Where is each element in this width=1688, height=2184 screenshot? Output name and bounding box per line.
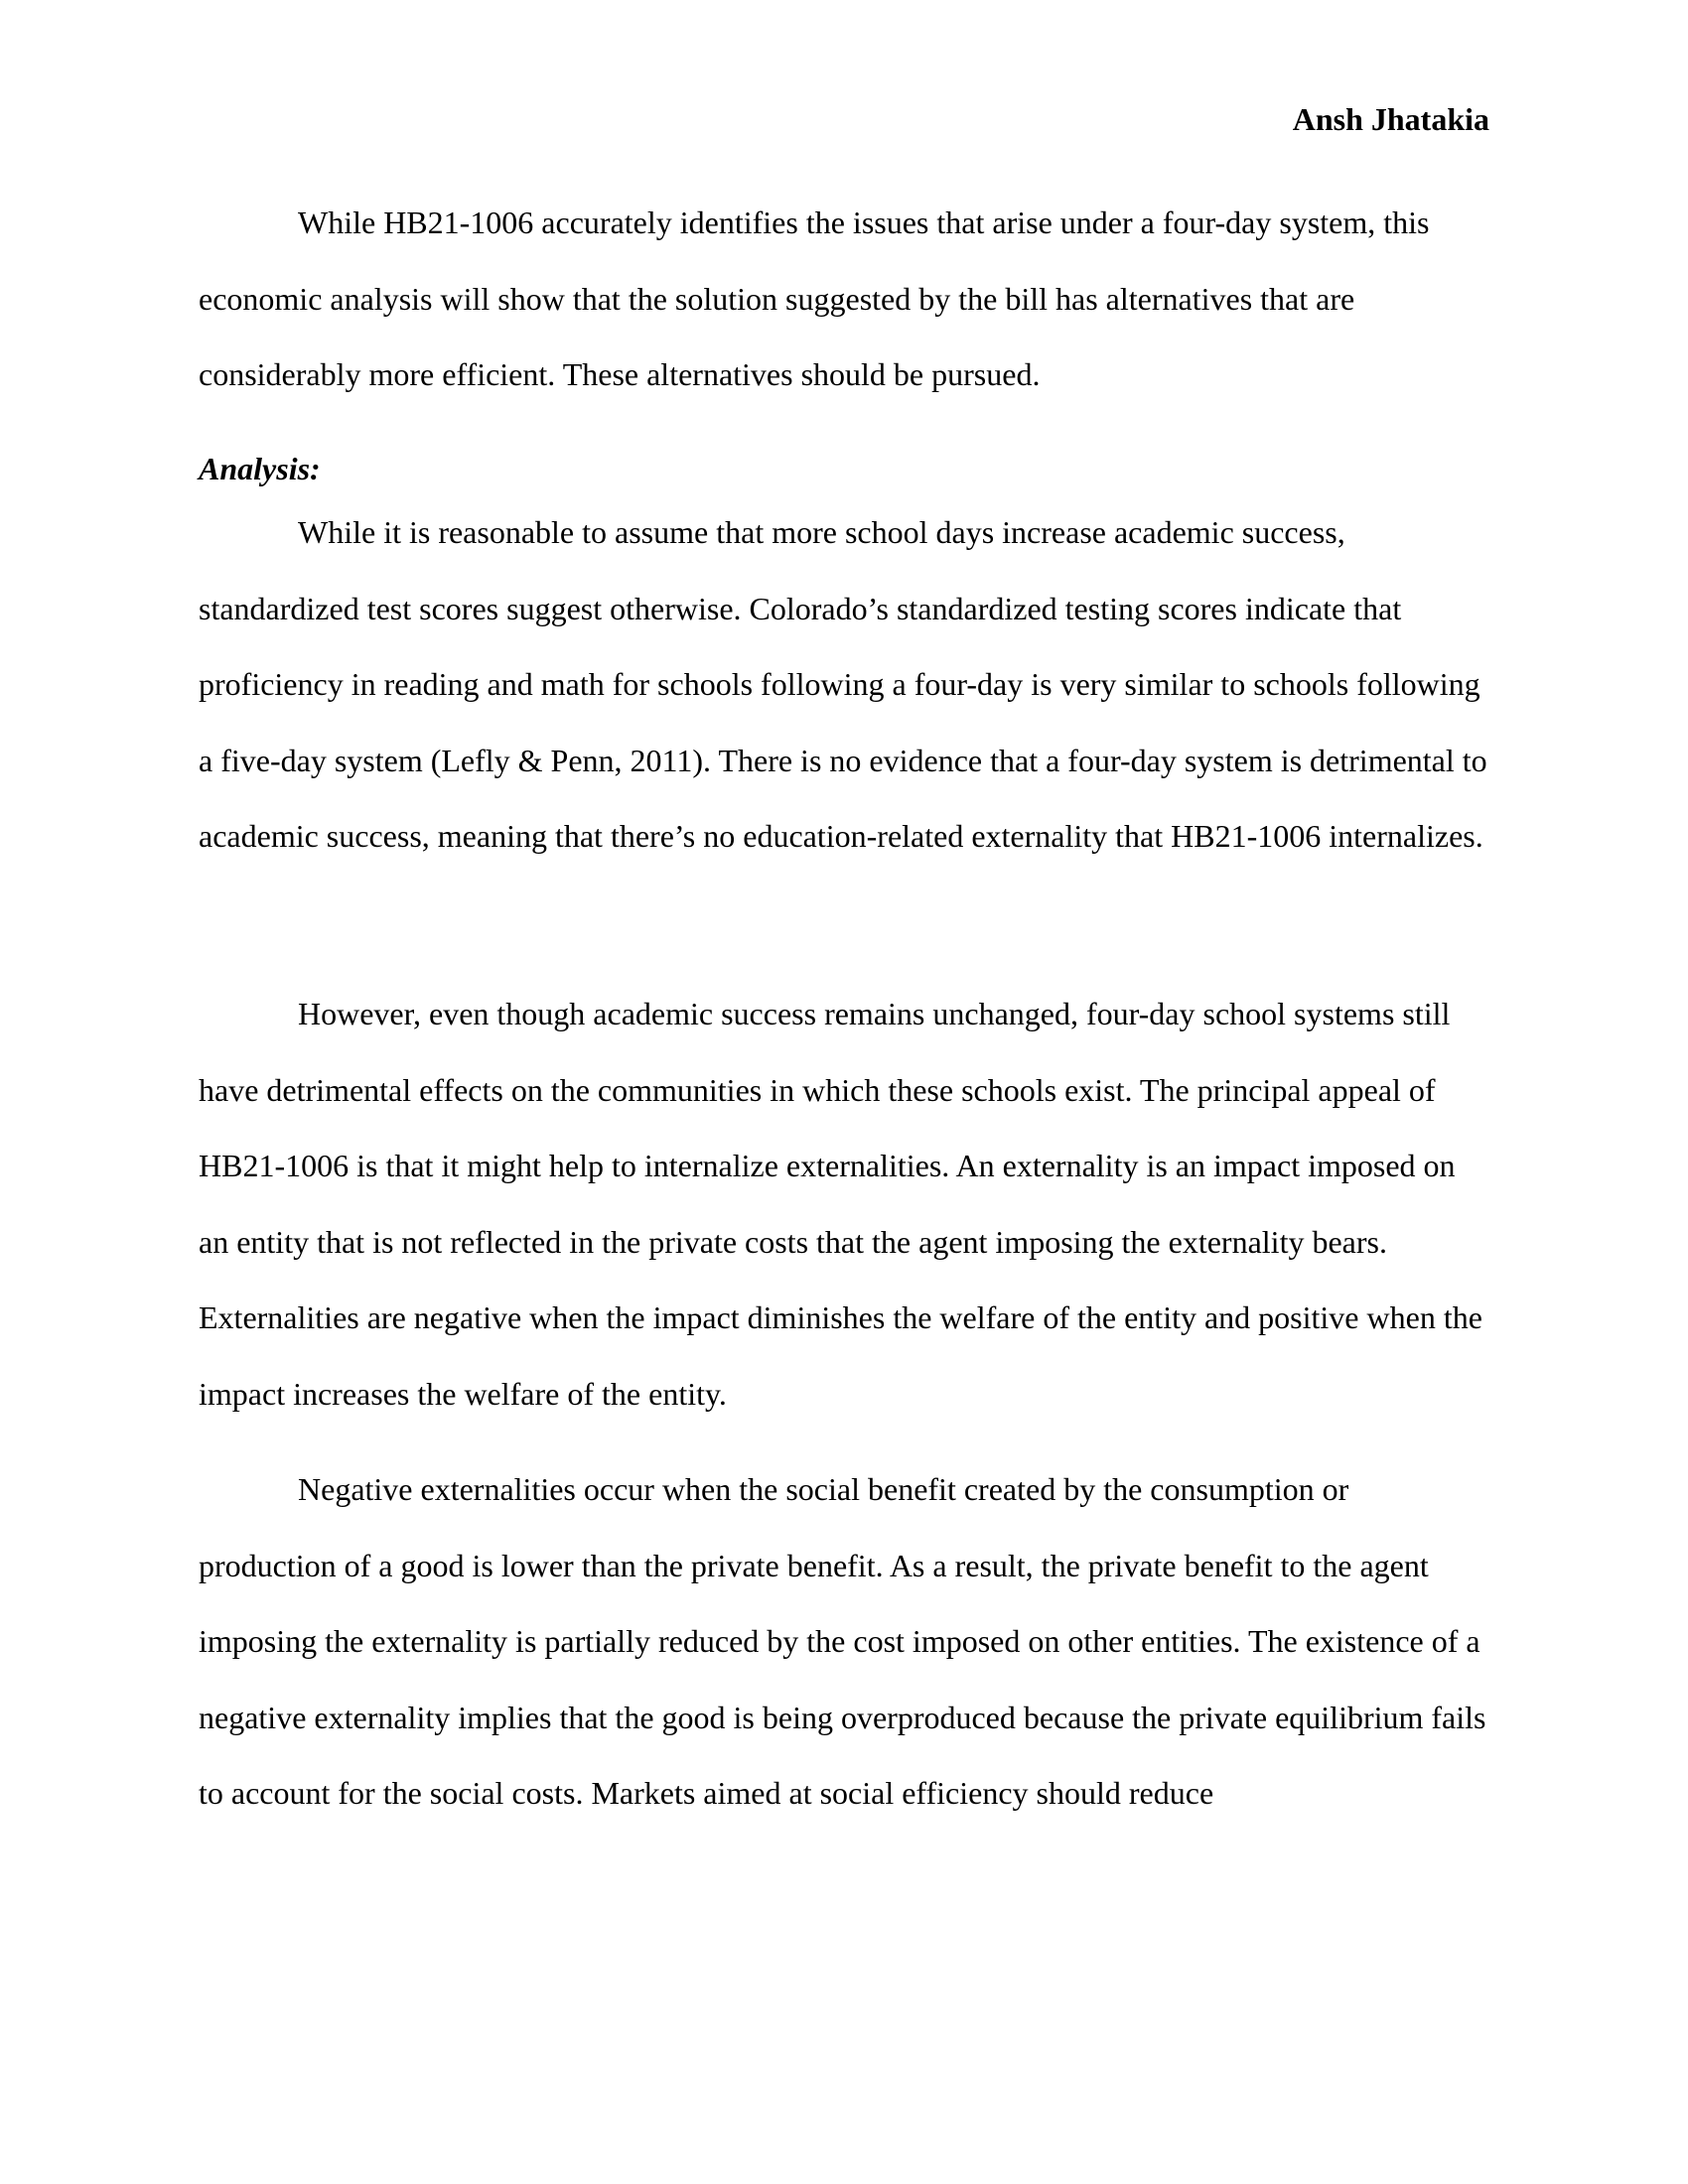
analysis-paragraph-1: While it is reasonable to assume that more school days increase academic success, standardized test scores suggest otherwise. Colorado’s standardized testing scores indicate that proficiency in reading and math for schools following a four-day is very similar to schools following a five-day system (Lefly & Penn, 2011). There is no evidence that a four-day system is detrimental to academic success, meaning that there’s no education-related externality that HB21-1006 internalizes. — [199, 514, 1487, 854]
section-heading-analysis: Analysis: — [199, 451, 321, 486]
analysis-paragraph-3-block — [199, 1451, 1489, 1832]
analysis-paragraph-2-block — [199, 976, 1489, 1432]
analysis-paragraph-2: However, even though academic success remains unchanged, four-day school systems still have detrimental effects on the communities in which these schools exist. The principal appeal of HB21-1006 is that it might help to internalize externalities. An externality is an impact imposed on an entity that is not reflected in the private costs that the agent imposing the externality bears. Externalities are negative when the impact diminishes the welfare of the entity and positive when the impact increases the welfare of the entity. — [199, 996, 1482, 1412]
intro-paragraph: While HB21-1006 accurately identifies the issues that arise under a four-day system, this economic analysis will show that the solution suggested by the bill has alternatives that are considerably more efficient. These alternatives should be pursued. — [199, 205, 1430, 392]
analysis-paragraph-1-block — [199, 494, 1489, 875]
author-name: Ansh Jhatakia — [1292, 101, 1489, 137]
intro-section — [199, 185, 1489, 413]
analysis-paragraph-3: Negative externalities occur when the social benefit created by the consumption or production of a good is lower than the private benefit. As a result, the private benefit to the agent imposing the externality is partially reduced by the cost imposed on other entities. The existence of a negative externality implies that the good is being overproduced because the private equilibrium fails to account for the social costs. Markets aimed at social efficiency should reduce — [199, 1471, 1486, 1811]
